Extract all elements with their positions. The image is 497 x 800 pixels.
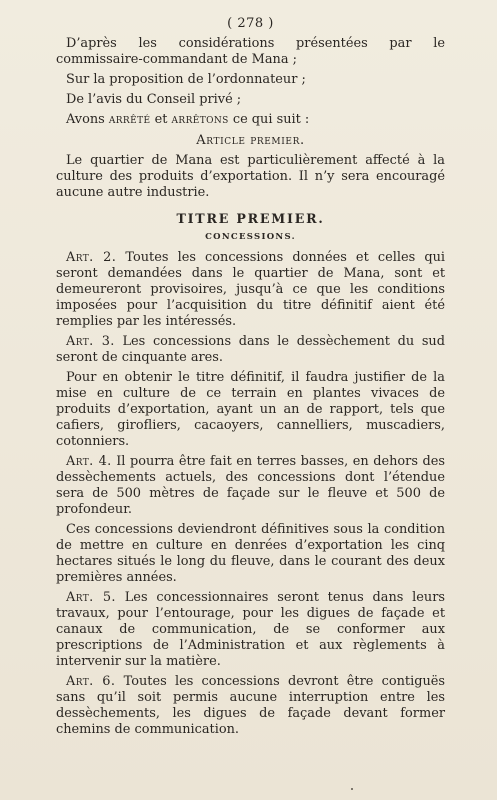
concessions-subheading: CONCESSIONS. bbox=[205, 232, 296, 242]
article-paragraph bbox=[56, 674, 445, 738]
article-text: Ces concessions deviendront définitives sous la condition de mettre en culture en denrées d’exportation les cinq hectares situés le long du fleuve, dans le courant des deux premières années. bbox=[56, 522, 445, 585]
avons-arrete-paragraph bbox=[56, 112, 445, 128]
article-text: Il pourra être fait en terres basses, en dehors des dessèchements actuels, des concessions dont l’étendue sera de 500 mètres de façade sur le fleuve et 500 de profondeur. bbox=[56, 454, 445, 517]
articles-list bbox=[56, 250, 445, 738]
article-paragraph bbox=[56, 522, 445, 586]
article-text: Les concessionnaires seront tenus dans leurs travaux, pour l’entourage, pour les digues de façade et canaux de communication, de se conformer aux prescriptions de l’Administration et aux règlements à intervenir sur la matière. bbox=[56, 590, 445, 669]
connector-word: et bbox=[154, 112, 168, 127]
titre-heading: TITRE PREMIER. bbox=[176, 211, 325, 226]
article-label: Art. 4. bbox=[66, 454, 112, 469]
article-label: Art. 2. bbox=[66, 250, 117, 265]
article-text: Les concessions dans le dessèchement du sud seront de cinquante ares. bbox=[56, 334, 445, 365]
article-text: Toutes les concessions données et celles qui seront demandées dans le quartier de Mana, sont et demeureront provisoires, jusqu’à ce que les conditions imposées pour l’acquisition du titre définitif aient été remplies par les intéressés. bbox=[56, 250, 445, 329]
article-premier-text: Le quartier de Mana est particulièrement affecté à la culture des produits d’exportation. Il n’y sera encouragé aucune autre industrie. bbox=[56, 153, 445, 200]
considerations-paragraph: D’après les considérations présentées par le commissaire-commandant de Mana ; bbox=[56, 36, 445, 67]
avons-suffix: ce qui suit : bbox=[232, 112, 310, 127]
avons-prefix: Avons bbox=[66, 112, 105, 127]
article-label: Art. 6. bbox=[66, 674, 116, 689]
article-premier-heading: Article premier. bbox=[196, 133, 305, 148]
print-speck bbox=[351, 788, 353, 790]
conseil-paragraph: De l’avis du Conseil privé ; bbox=[66, 92, 242, 107]
article-label: Art. 3. bbox=[66, 334, 115, 349]
article-label: Art. 5. bbox=[66, 590, 116, 605]
proposition-paragraph: Sur la proposition de l’ordonnateur ; bbox=[66, 72, 306, 87]
article-paragraph bbox=[56, 370, 445, 450]
article-paragraph bbox=[56, 334, 445, 366]
article-text: Toutes les concessions devront être contiguës sans qu’il soit permis aucune interruption entre les dessèchements, les digues de façade devant former chemins de communication. bbox=[56, 674, 445, 737]
article-text: Pour en obtenir le titre définitif, il faudra justifier de la mise en culture de ce terrain en plantes vivaces de produits d’exportation, ayant un an de rapport, tels que cafiers, girofliers, cacaoyers, cannelliers, muscadiers, cotonniers. bbox=[56, 370, 445, 449]
arretons-word: arrêtons bbox=[171, 112, 229, 127]
article-paragraph bbox=[56, 454, 445, 518]
page-number: ( 278 ) bbox=[227, 16, 274, 31]
arrete-word: arrêté bbox=[108, 112, 151, 127]
article-paragraph bbox=[56, 590, 445, 670]
article-paragraph bbox=[56, 250, 445, 330]
